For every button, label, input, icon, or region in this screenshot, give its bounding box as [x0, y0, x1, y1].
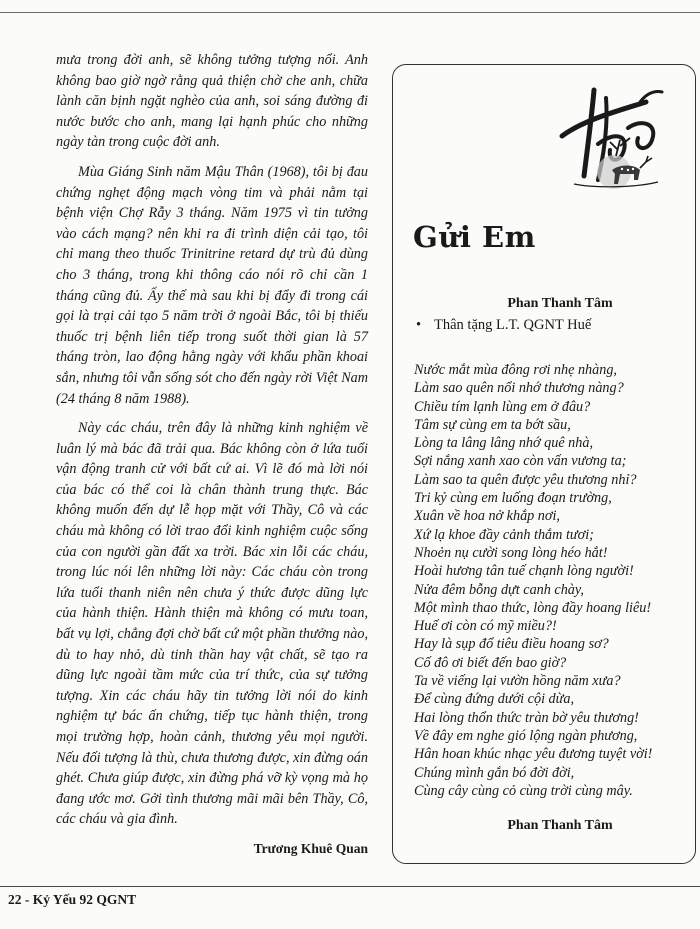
poem-line: Ta về viếng lại vườn hồng năm xưa? — [414, 673, 621, 690]
poem-line: Về đây em nghe gió lộng ngàn phương, — [414, 727, 638, 744]
poem-line: Làm sao ta quên được yêu thương nhỉ? — [414, 471, 637, 488]
poem-body — [414, 361, 690, 800]
page-footer: 22 - Kỷ Yếu 92 QGNT — [8, 892, 137, 907]
top-rule — [0, 12, 700, 13]
poem-line: Nửa đêm bỗng dựt canh chày, — [414, 581, 584, 598]
bullet-icon: • — [416, 317, 422, 333]
dedication-text: Thân tặng L.T. QGNT Huế — [434, 317, 592, 333]
tho-logo-icon — [554, 84, 669, 199]
poem-line: Một mình thao thức, lòng đầy hoang liêu! — [414, 599, 652, 616]
poem-dedication — [416, 317, 591, 334]
poem-line: Nước mắt mùa đông rơi nhẹ nhàng, — [414, 362, 617, 378]
poem-line: Chúng mình gắn bó đời đời, — [414, 764, 575, 781]
poem-line: Lòng ta lâng lâng nhớ quê nhà, — [414, 435, 594, 452]
article-author: Trương Khuê Quan — [253, 840, 368, 856]
poem-line: Chiều tím lạnh lùng em ở đâu? — [414, 398, 591, 415]
poem-line: Để cùng đứng dưới cội dừa, — [414, 691, 575, 708]
poem-author: Phan Thanh Tâm — [507, 296, 613, 311]
poem-line: Hoài hương tân tuế chạnh lòng người! — [414, 563, 634, 580]
poem-line: Làm sao quên nổi nhớ thương nàng? — [414, 380, 624, 397]
article-paragraph-3: Này các cháu, trên đây là những kinh nghiệm về luân lý mà bác đã trải qua. Bác không còn ở lứa tuổi vận động tranh cử với bất cứ ai. Vì lẽ đó mà lời nói của bác có thể coi là chân thành trung thực. Bác không muốn đến dự lễ họp mặt với Thầy, Cô và các cháu mà không có lời trao đổi kinh nghiệm cuộc sống của con người gần đất xa trời. Bác xin lỗi các cháu, trong lúc nói lên những lời này: Các cháu còn trong lứa tuổi thanh niên nên chưa ý thức được dũng lực của hành thiện. Hành thiện mà không có mưu toan, bất vụ lợi, chẳng đợi chờ bất cứ một phần thưởng nào, dù to hay nhỏ, dù tinh thần hay vật chất, sẽ tạo ra dũng lực ngoài tầm mức của trí thức, của sự tưởng tượng. Xin các cháu hãy tin tưởng lời nói do kinh nghiệm tự bác ấn chứng, tiếp tục hành thiện, trong mọi trường hợp, hoàn cảnh, thương yêu mọi người. Nếu đối tượng là thù, chưa thương được, xin đừng oán ghét. Chưa giúp được, xin đừng phá vỡ kỳ vọng mà họ đang ước mơ. Gởi tình thương mãi mãi bên Thầy, Cô, các cháu và gia đình. — [56, 420, 368, 828]
poem-line: Huế ơi còn có mỹ miều?! — [414, 618, 557, 635]
poem-line: Xuân về hoa nở khắp nơi, — [414, 508, 560, 525]
poem-line: Sợi nắng xanh xao còn vấn vương ta; — [414, 453, 627, 470]
poem-line: Hay là sụp đổ tiêu điều hoang sơ? — [414, 636, 609, 653]
article-column — [56, 50, 368, 860]
poem-title: Gửi Em — [413, 220, 536, 254]
poem-line: Cố đô ơi biết đến bao giờ? — [414, 654, 567, 671]
bottom-rule — [0, 886, 700, 887]
poem-author-signature: Phan Thanh Tâm — [507, 818, 613, 833]
poem-line: Tâm sự cùng em ta bớt sầu, — [414, 416, 571, 433]
poem-line: Hân hoan khúc nhạc yêu đương tuyệt vời! — [414, 746, 653, 763]
poem-line: Cùng cây cùng cỏ cùng trời cùng mây. — [414, 782, 633, 799]
poem-line: Hai lòng thổn thức tràn bờ yêu thương! — [414, 709, 639, 726]
poem-line: Xứ lạ khoe đầy cảnh thắm tươi; — [414, 526, 594, 543]
poem-line: Tri kỷ cùng em luống đoạn trường, — [414, 490, 612, 507]
article-paragraph-1: mưa trong đời anh, sẽ không tưởng tượng nổi. Anh không bao giờ ngờ rằng quả thiện chờ che anh, chữa lành căn bịnh ngặt nghèo của anh, soi sáng đường đi nước bước cho anh, mang lại hạnh phúc cho những ngày tàn trong cuộc đời anh. — [56, 52, 368, 151]
poem-line: Nhoẻn nụ cười song lòng héo hắt! — [414, 544, 608, 561]
article-paragraph-2: Mùa Giáng Sinh năm Mậu Thân (1968), tôi bị đau chứng nghẹt động mạch vòng tim và phải nằm tại bệnh viện Chợ Rẫy 3 tháng. Năm 1975 vì tin tưởng vào cách mạng? nên khi ra đi trình diện cải tạo, tôi chỉ mang theo thuốc Trinitrine retard dự trù đủ dùng cho 3 tháng, trong khi thông cáo nói rõ chỉ cần 1 tháng cũng đủ. Ấy thế mà sau khi bị đẩy đi trong cái gọi là trại cải tạo 5 năm trời ở ngoài Bắc, tôi bị thiếu thuốc trị bệnh liên tiếp trong suốt thời gian là 57 tháng tròn, lao động hằng ngày với khẩu phần khoai sắn, nhưng tôi vẫn sống sót cho đến ngày rời Việt Nam (24 tháng 8 năm 1988). — [56, 163, 368, 407]
